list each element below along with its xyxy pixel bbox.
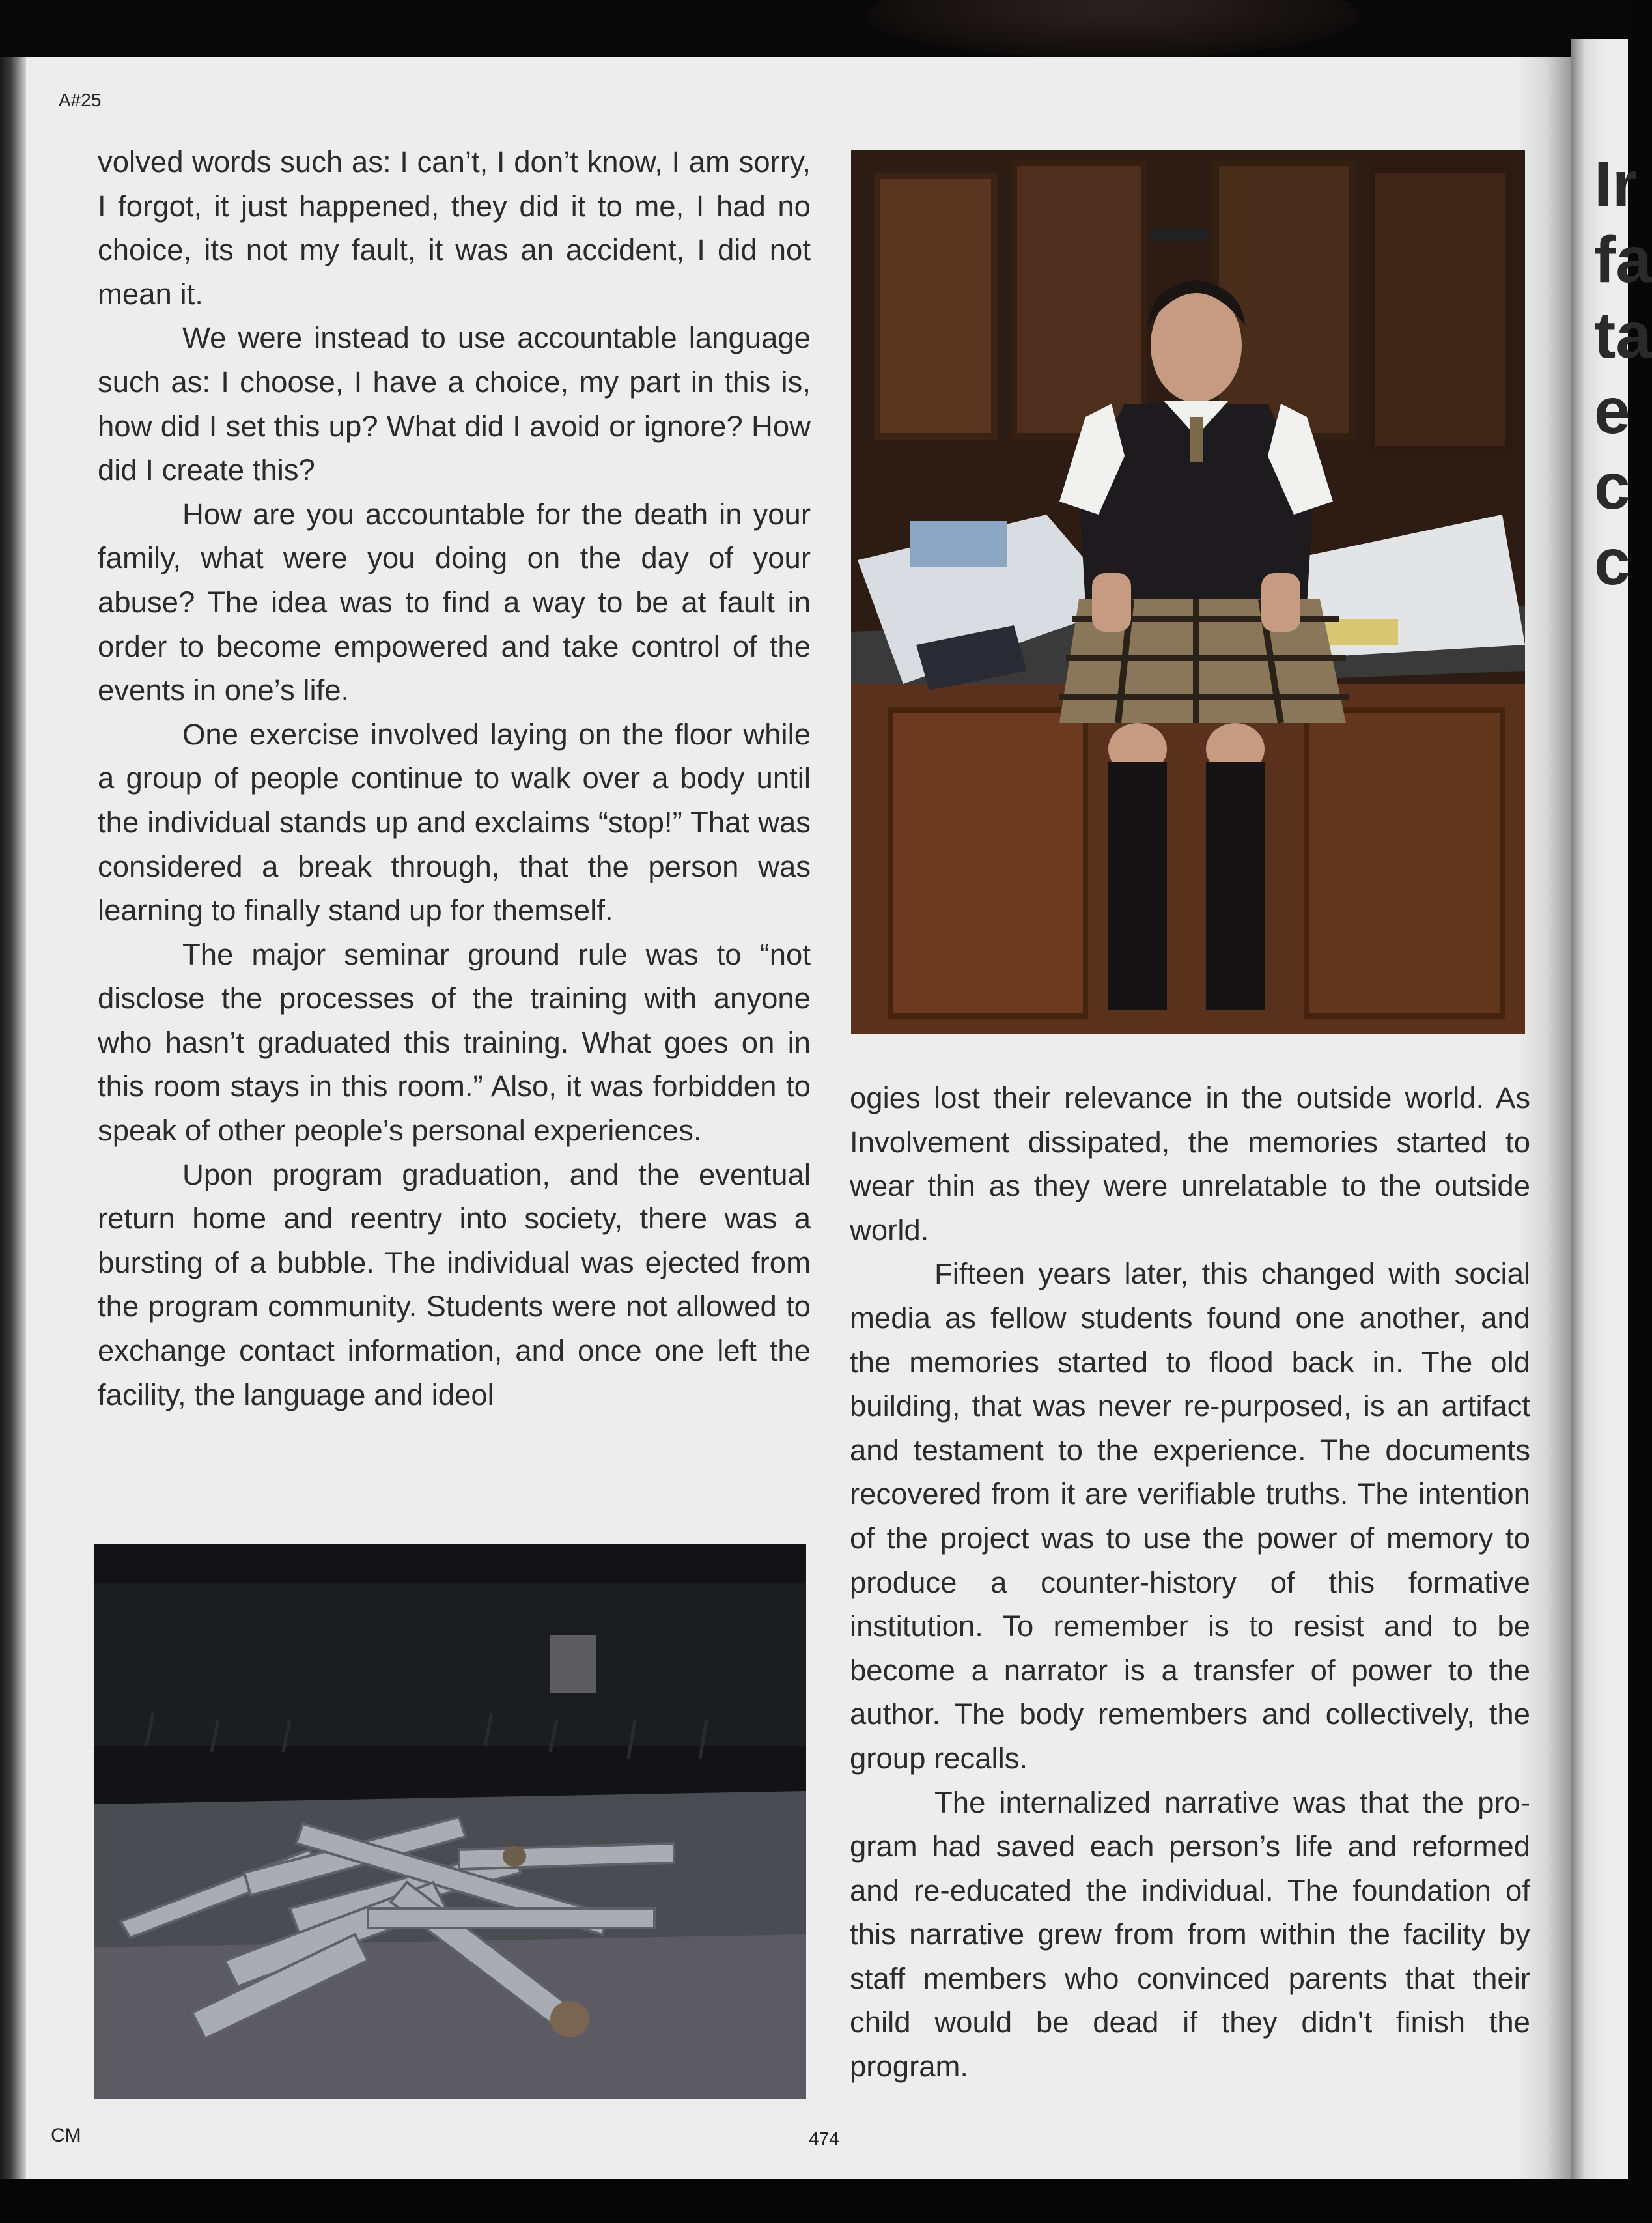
scan-top-edge	[0, 0, 1628, 59]
page-number: 474	[809, 2129, 839, 2149]
facing-letter: ta	[1594, 299, 1652, 372]
photo-woman-on-desk	[851, 150, 1525, 1034]
facing-letter: fa	[1594, 223, 1652, 296]
facing-letter: c	[1594, 450, 1631, 523]
facing-page-large-type	[1594, 147, 1652, 602]
paragraph: The internalized narrative was that the program had saved each person’s life and reformed and re-educated the individual. The foundation of this narrative grew from from within the facility by staff members who convinced parents that their child would be dead if they didn’t finish the program.	[850, 1785, 1530, 2084]
facing-letter: c	[1594, 526, 1631, 599]
paragraph: volved words such as: I can’t, I don’t know, I am sorry, I forgot, it just happened, they did it to me, I had no choice, its not my fault, it was an accident, I did not mean it.	[98, 145, 811, 311]
footer-mark: CM	[51, 2125, 81, 2146]
scan-bottom-edge	[0, 2179, 1628, 2223]
paragraph: Fifteen years later, this changed with social media as fellow students found one another, and the memories started to flood back in. The old building, that was never re-purposed, is an artifact and testament to the experience. The documents recovered from it are verifiable truths. The intention of the project was to use the power of memory to produce a counter-history of this formative institution. To remember is to resist and to be become a narrator is a transfer of power to the author. The body remembers and collectively, the group recalls.	[850, 1257, 1530, 1775]
paragraph: How are you accountable for the death in your family, what were you doing on the day of your abuse? The idea was to find a way to be at fault in order to become empowered and take control of the events in one’s life.	[98, 497, 811, 707]
paragraph: We were instead to use accountable language such as: I choose, I have a choice, my part in this is, how did I set this up? What did I avoid or ignore? How did I create this?	[98, 321, 811, 487]
facing-letter: e	[1594, 375, 1631, 447]
facing-letter: Ir	[1594, 148, 1638, 221]
paragraph: One exercise involved laying on the floor while a group of people continue to walk over a body until the individual stands up and exclaims “stop!” That was considered a break through, that the person was learning to finally stand up for themself.	[98, 717, 811, 927]
paragraph: ogies lost their relevance in the outside world. As Involvement dissipated, the memories started to wear thin as they were unrelatable to the outside world.	[850, 1081, 1530, 1247]
photo-taped-fingers-on-floor	[94, 1544, 806, 2099]
paragraph: Upon program graduation, and the eventual return home and reentry into society, there was a bursting of a bubble. The individual was ejected from the program community. Students were not allowed to exchange contact information, and once one left the facility, the language and ideol	[98, 1157, 811, 1411]
paragraph: The major seminar ground rule was to “not disclose the processes of the training with anyone who hasn’t graduated this training. What goes on in this room stays in this room.” Also, it was forbidden to speak of other people’s personal experiences.	[98, 937, 811, 1148]
photo-taped-fingers-illustration	[94, 1544, 806, 2099]
finger-shadow	[866, 0, 1361, 59]
left-text-column	[98, 140, 811, 1417]
photo-woman-on-desk-illustration	[851, 150, 1525, 1034]
issue-mark: A#25	[59, 90, 102, 110]
page-edge	[0, 57, 26, 2181]
right-text-column	[850, 1076, 1530, 2089]
